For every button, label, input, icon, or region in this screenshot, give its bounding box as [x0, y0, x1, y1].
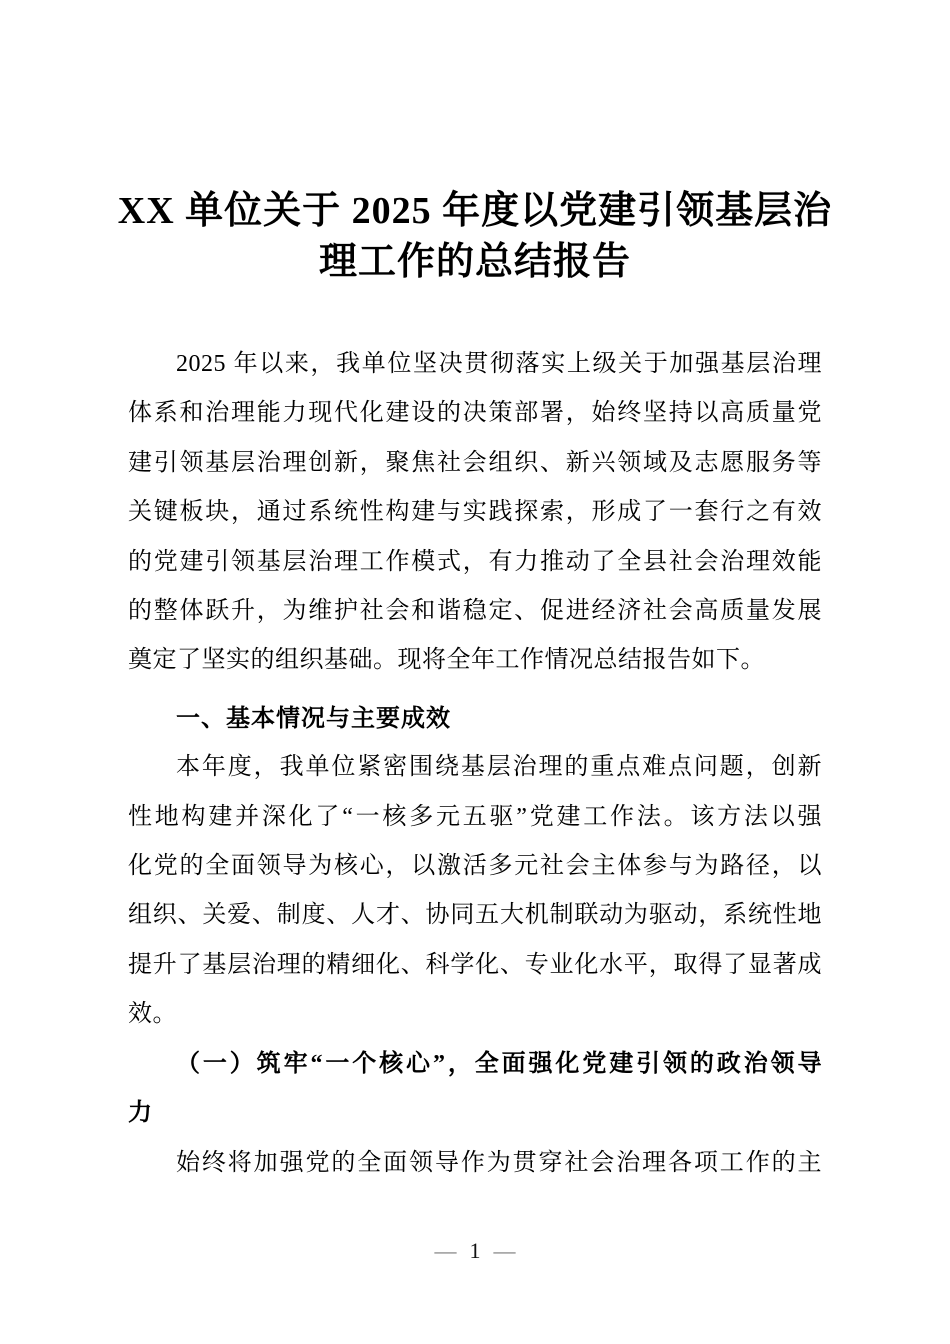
page-number-dash-left: —	[434, 1238, 457, 1263]
intro-line-6: 的整体跃升，为维护社会和谐稳定、促进经济社会高质量发展	[128, 598, 822, 625]
document-title	[0, 186, 950, 288]
page-number: 1	[469, 1238, 481, 1263]
document-body	[128, 340, 822, 1188]
section-1-para-line-6: 效。	[128, 1001, 177, 1028]
section-1-para-line-4: 组织、关爱、制度、人才、协同五大机制联动为驱动，系统性地	[128, 902, 822, 929]
intro-line-5: 的党建引领基层治理工作模式，有力推动了全县社会治理效能	[128, 548, 822, 575]
section-1-para-line-3: 化党的全面领导为核心，以激活多元社会主体参与为路径，以	[128, 853, 822, 880]
subsection-1-heading-line-2: 力	[128, 1100, 153, 1127]
page-number-dash-right: —	[493, 1238, 516, 1263]
page-footer	[0, 1236, 950, 1266]
subsection-1-para-line-1: 始终将加强党的全面领导作为贯穿社会治理各项工作的主	[176, 1149, 822, 1176]
section-1-para-line-5: 提升了基层治理的精细化、科学化、专业化水平，取得了显著成	[128, 951, 822, 978]
section-1-heading: 一、基本情况与主要成效	[176, 704, 451, 732]
intro-line-2: 体系和治理能力现代化建设的决策部署，始终坚持以高质量党	[128, 400, 822, 427]
subsection-1-heading-line-1: （一）筑牢“一个核心”，全面强化党建引领的政治领导	[176, 1050, 822, 1077]
intro-line-1: 2025 年以来，我单位坚决贯彻落实上级关于加强基层治理	[176, 351, 822, 377]
intro-line-3: 建引领基层治理创新，聚焦社会组织、新兴领域及志愿服务等	[128, 449, 822, 476]
intro-line-7: 奠定了坚实的组织基础。现将全年工作情况总结报告如下。	[128, 647, 765, 674]
document-title-line-2: 理工作的总结报告	[318, 241, 631, 283]
section-1-para-line-2: 性地构建并深化了“一核多元五驱”党建工作法。该方法以强	[128, 803, 822, 830]
intro-line-4: 关键板块，通过系统性构建与实践探索，形成了一套行之有效	[128, 499, 822, 526]
document-title-line-1: XX 单位关于 2025 年度以党建引领基层治	[117, 190, 833, 232]
section-1-para-line-1: 本年度，我单位紧密围绕基层治理的重点难点问题，创新	[176, 754, 822, 781]
